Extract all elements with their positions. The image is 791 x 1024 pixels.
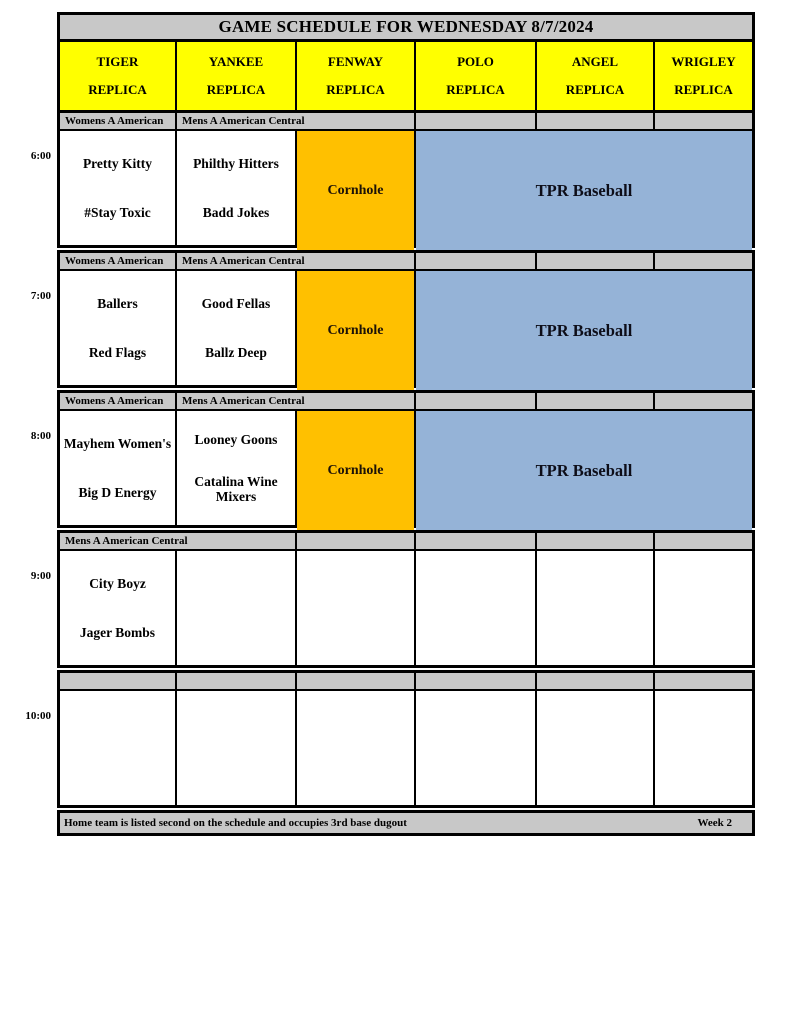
column-header-fenway [297, 42, 414, 110]
time-label: 7:00 [30, 290, 51, 302]
column-header-name: TIGER [96, 54, 139, 69]
footer-bar [57, 810, 755, 836]
division-band-empty [416, 393, 535, 409]
time-block-700 [30, 250, 755, 388]
matchup-cell [177, 411, 295, 525]
column-header-polo [416, 42, 535, 110]
column-header-angel [537, 42, 653, 110]
division-band: Mens A American Central [60, 533, 295, 549]
cornhole-event-cell: Cornhole [297, 411, 414, 530]
matchup-cell [177, 271, 295, 385]
division-band: Mens A American Central [177, 253, 414, 269]
away-team: Philthy Hitters [193, 155, 279, 171]
time-label: 6:00 [30, 150, 51, 162]
column-header-replica: REPLICA [674, 82, 733, 97]
division-band-empty [655, 673, 752, 689]
tpr-baseball-event-cell: TPR Baseball [416, 271, 752, 390]
division-band-empty [537, 253, 653, 269]
division-band-empty [60, 673, 175, 689]
empty-cell [537, 691, 653, 805]
division-band-empty [297, 673, 414, 689]
matchup-cell [177, 131, 295, 245]
column-header-wrigley [655, 42, 752, 110]
column-header-replica: REPLICA [326, 82, 385, 97]
home-team: Ballz Deep [205, 344, 267, 360]
block-grid [57, 530, 755, 668]
division-band-empty [537, 113, 653, 129]
time-block-800 [30, 390, 755, 528]
column-header-name: WRIGLEY [671, 54, 736, 69]
time-block-900 [30, 530, 755, 668]
empty-cell [416, 691, 535, 805]
time-label: 10:00 [25, 710, 51, 722]
column-header-name: POLO [457, 54, 494, 69]
time-block-1000 [25, 670, 755, 808]
empty-cell [177, 691, 295, 805]
footer-week-badge: Week 2 [697, 817, 732, 829]
time-block-600 [30, 110, 755, 248]
division-band: Womens A American [60, 113, 175, 129]
division-band-empty [416, 113, 535, 129]
empty-cell [297, 691, 414, 805]
away-team: Pretty Kitty [82, 155, 153, 171]
division-band: Womens A American [60, 393, 175, 409]
away-team: City Boyz [89, 575, 146, 591]
block-grid [57, 390, 755, 528]
division-band-empty [177, 673, 295, 689]
away-team: Mayhem Women's [63, 435, 172, 451]
tpr-baseball-event-cell: TPR Baseball [416, 411, 752, 530]
empty-cell [297, 551, 414, 665]
empty-cell [537, 551, 653, 665]
column-header-replica: REPLICA [446, 82, 505, 97]
cornhole-event-cell: Cornhole [297, 131, 414, 250]
division-band: Mens A American Central [177, 113, 414, 129]
home-team: Jager Bombs [79, 624, 156, 640]
column-header-yankee [177, 42, 295, 110]
division-band-empty [655, 113, 752, 129]
division-band-empty [537, 673, 653, 689]
division-band: Mens A American Central [177, 393, 414, 409]
column-header-replica: REPLICA [565, 82, 625, 97]
home-team: Badd Jokes [202, 204, 270, 220]
time-label: 9:00 [30, 570, 51, 582]
empty-cell [655, 551, 752, 665]
column-header-name: ANGEL [571, 54, 619, 69]
division-band-empty [416, 673, 535, 689]
block-grid [57, 670, 755, 808]
empty-cell [416, 551, 535, 665]
away-team: Looney Goons [194, 432, 278, 448]
away-team: Good Fellas [201, 295, 271, 311]
matchup-cell [60, 131, 175, 245]
division-band-empty [655, 253, 752, 269]
division-band: Womens A American [60, 253, 175, 269]
time-label: 8:00 [30, 430, 51, 442]
column-header-tiger [60, 42, 175, 110]
home-team: Catalina Wine Mixers [194, 473, 278, 504]
matchup-cell [60, 551, 175, 665]
tpr-baseball-event-cell: TPR Baseball [416, 131, 752, 250]
column-header-name: FENWAY [327, 54, 384, 69]
column-header-replica: REPLICA [88, 82, 147, 97]
column-header-replica: REPLICA [206, 82, 266, 97]
matchup-cell [60, 411, 175, 525]
division-band-empty [655, 533, 752, 549]
footer-note: Home team is listed second on the schedule and occupies 3rd base dugout [64, 817, 407, 829]
block-grid [57, 110, 755, 248]
matchup-cell [60, 271, 175, 385]
empty-cell [177, 551, 295, 665]
division-band-empty [537, 533, 653, 549]
field-header-row [57, 39, 755, 113]
home-team: #Stay Toxic [84, 204, 151, 220]
division-band-empty [416, 253, 535, 269]
empty-cell [60, 691, 175, 805]
home-team: Red Flags [88, 344, 147, 360]
block-grid [57, 250, 755, 388]
schedule-blocks [25, 110, 755, 808]
schedule-title: GAME SCHEDULE FOR WEDNESDAY 8/7/2024 [57, 12, 755, 42]
division-band-empty [537, 393, 653, 409]
column-header-name: YANKEE [208, 54, 264, 69]
home-team: Big D Energy [78, 484, 157, 500]
division-band-empty [297, 533, 414, 549]
division-band-empty [416, 533, 535, 549]
division-band-empty [655, 393, 752, 409]
away-team: Ballers [97, 295, 138, 311]
cornhole-event-cell: Cornhole [297, 271, 414, 390]
empty-cell [655, 691, 752, 805]
schedule-sheet [25, 12, 755, 836]
